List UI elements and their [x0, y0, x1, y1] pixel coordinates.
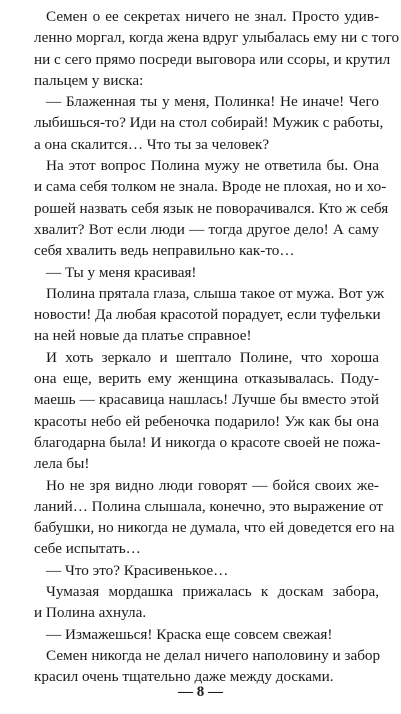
text-line: лыбишься-то? Иди на стол собирай! Мужик с работы,	[34, 114, 384, 132]
text-line: — Измажешься! Краска еще совсем свежая!	[46, 625, 333, 643]
text-line: новости! Да любая красотой порадует, если туфельки	[34, 306, 381, 324]
text-line: — Что это? Красивенькое…	[46, 561, 229, 579]
text-line: ни с сего прямо посреди выговора или ссоры, и крутил	[34, 50, 391, 68]
text-line: — Блаженная ты у меня, Полинка! Не иначе! Чего	[46, 93, 379, 111]
text-line: на ней новые да платье справное!	[34, 327, 252, 345]
text-line: себе испытать…	[34, 540, 141, 558]
body-text	[34, 6, 400, 688]
text-line: Чумазая мордашка прижалась к доскам забора,	[46, 583, 379, 601]
text-line: И хоть зеркало и шептало Полине, что хороша	[46, 348, 379, 366]
text-line: ленно моргал, когда жена вдруг улыбалась ему ни с того	[34, 29, 400, 47]
text-line: рошей назвать себя язык не поворачивался. Кто ж себя	[34, 199, 389, 217]
text-line: хвалит? Вот если люди — тогда другое дело! А саму	[34, 220, 379, 238]
text-line: а она скалится… Что ты за человек?	[34, 135, 270, 153]
text-line: маешь — красавица нашлась! Лучше бы вместо этой	[34, 391, 379, 409]
text-line: Семен о ее секретах ничего не знал. Просто удив-	[46, 8, 379, 25]
text-line: красил очень тщательно даже между досками.	[34, 668, 334, 686]
text-line: пальцем у виска:	[34, 71, 144, 89]
text-line: красоты небо ей ребеночка подарило! Уж как бы она	[34, 412, 379, 430]
text-line: лела бы!	[34, 455, 90, 473]
text-line: и Полина ахнула.	[34, 604, 147, 622]
text-line: она еще, верить ему женщина отказывалась. Поду-	[34, 370, 379, 388]
text-line: Но не зря видно люди говорят — бойся своих же-	[46, 476, 379, 494]
text-line: себя хвалить ведь неправильно как-то…	[34, 242, 295, 260]
text-line: и сама себя толком не знала. Вроде не плохая, но и хо-	[34, 178, 387, 196]
text-line: Полина прятала глаза, слыша такое от мужа. Вот уж	[46, 284, 385, 302]
text-line: ланий… Полина слышала, конечно, это выражение от	[34, 497, 383, 515]
text-line: Семен никогда не делал ничего наполовину и забор	[46, 646, 381, 664]
text-line: бабушки, но никогда не думала, что ей доведется его на	[34, 519, 395, 537]
text-line: благодарна была! И никогда о красоте своей не пожа-	[34, 433, 381, 451]
page-number: — 8 —	[178, 684, 223, 700]
text-line: — Ты у меня красивая!	[46, 263, 197, 281]
text-line: На этот вопрос Полина мужу не ответила бы. Она	[46, 157, 379, 175]
